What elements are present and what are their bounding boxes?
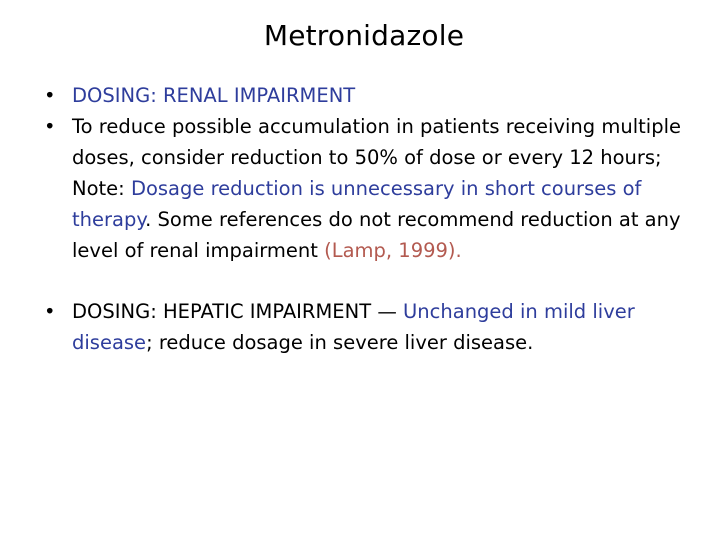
slide-title: Metronidazole bbox=[263, 19, 465, 52]
renal-citation: (Lamp, 1999). bbox=[324, 239, 462, 262]
bullet-renal-detail bbox=[44, 111, 684, 266]
bullet-spacer bbox=[44, 266, 684, 296]
bullet-dot-icon: • bbox=[44, 115, 56, 138]
renal-heading-text: DOSING: RENAL IMPAIRMENT bbox=[72, 84, 356, 107]
bullet-dot-icon: • bbox=[44, 84, 56, 107]
hepatic-text-1: DOSING: HEPATIC IMPAIRMENT — bbox=[72, 300, 404, 323]
bullet-renal-heading bbox=[44, 80, 684, 111]
renal-detail-highlight: Dosage reduction is unnecessary in short courses of therapy bbox=[72, 177, 642, 231]
hepatic-text-2: ; reduce dosage in severe liver disease. bbox=[146, 331, 534, 354]
bullet-hepatic bbox=[44, 296, 684, 358]
bullet-list bbox=[44, 80, 684, 358]
hepatic-highlight: Unchanged in mild liver disease bbox=[72, 300, 635, 354]
renal-detail-text-2: . Some references do not recommend reduction at any level of renal impairment bbox=[72, 208, 681, 262]
renal-detail-text-1: To reduce possible accumulation in patients receiving multiple doses, consider reduction to 50% of dose or every 12 hours; Note: bbox=[72, 115, 681, 200]
bullet-dot-icon: • bbox=[44, 300, 56, 323]
